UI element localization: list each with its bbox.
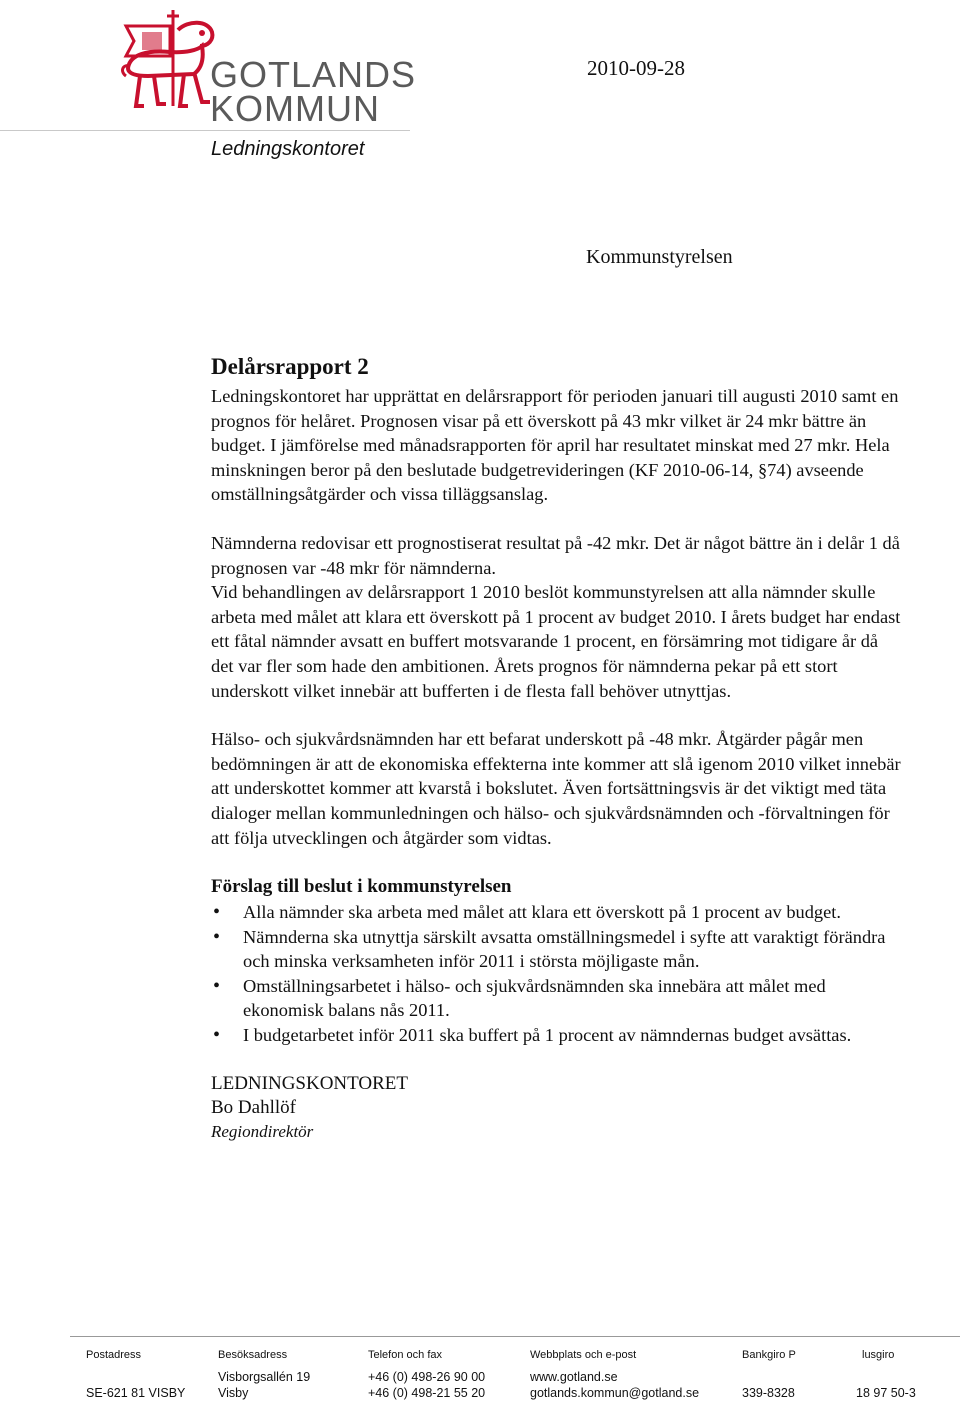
list-item: • I budgetarbetet inför 2011 ska buffert på 1 procent av nämndernas budget avsättas. xyxy=(211,1023,901,1048)
footer-header-bankgiro: Bankgiro P xyxy=(742,1349,796,1361)
footer-postgiro: 18 97 50-3 xyxy=(856,1386,916,1400)
report-title: Delårsrapport 2 xyxy=(211,354,369,379)
proposal-list xyxy=(211,900,901,1048)
document-date: 2010-09-28 xyxy=(587,56,685,80)
footer-email[interactable]: gotlands.kommun@gotland.se xyxy=(530,1386,700,1400)
logo-text-line1: GOTLANDS xyxy=(210,54,417,95)
logo-text-line2: KOMMUN xyxy=(210,88,380,129)
signature-name: Bo Dahllöf xyxy=(211,1096,296,1118)
paragraph-buffer: Vid behandlingen av delårsrapport 1 2010 beslöt kommunstyrelsen att alla nämnder skulle arbeta med målet att klara ett överskott på 1 procent av budget 2010. I årets budget har endast ett fåtal nämnder avsatt en buffert motsvarande 1 procent, en försämring mot tidigare år då det var fler som hade den ambitionen. Årets prognos för nämnderna pekar på ett stort underskott vilket innebär att bufferten i de flesta fall behöver utnyttjas. xyxy=(211,582,901,701)
paragraph-summary: Ledningskontoret har upprättat en delårsrapport för perioden januari till augusti 2010 samt en prognos för helåret. Prognosen visar på ett överskott på 43 mkr vilket är 24 mkr bättre än budget. I jämförelse med månadsrapporten för april har resultatet minskat med 27 mkr. Hela minskningen beror på den beslutade budgetrevideringen (KF 2010-06-14, §74) avseende omställningsåtgärder och vissa tilläggsanslag. xyxy=(211,386,899,505)
proposal-heading: Förslag till beslut i kommunstyrelsen xyxy=(211,876,512,898)
footer-header-web: Webbplats och e-post xyxy=(530,1349,637,1361)
header-divider xyxy=(0,130,410,131)
footer-header-visit: Besöksadress xyxy=(218,1349,288,1361)
list-item: • Alla nämnder ska arbeta med målet att klara ett överskott på 1 procent av budget. xyxy=(211,900,901,925)
footer-phone: +46 (0) 498-26 90 00 xyxy=(368,1370,486,1384)
municipality-logo xyxy=(118,6,418,130)
signature-office: LEDNINGSKONTORET xyxy=(211,1072,409,1094)
department-name: Ledningskontoret xyxy=(211,138,365,160)
footer-visit-city: Visby xyxy=(218,1386,249,1400)
footer-bankgiro: 339-8328 xyxy=(742,1386,795,1400)
footer-postal-address: SE-621 81 VISBY xyxy=(86,1386,186,1400)
report-body xyxy=(211,352,901,1144)
signature-block xyxy=(211,1072,901,1144)
footer-divider xyxy=(70,1336,960,1337)
list-item: • Nämnderna ska utnyttja särskilt avsatta omställningsmedel i syfte att varaktigt förändra och minska verksamheten inför 2011 i största möjligaste mån. xyxy=(211,925,901,974)
footer-website[interactable]: www.gotland.se xyxy=(530,1370,618,1384)
footer-header-postal: Postadress xyxy=(86,1349,142,1361)
footer-fax: +46 (0) 498-21 55 20 xyxy=(368,1386,486,1400)
recipient: Kommunstyrelsen xyxy=(586,246,733,268)
paragraph-health: Hälso- och sjukvårdsnämnden har ett befarat underskott på -48 mkr. Åtgärder pågår men bedömningen är att de ekonomiska effekterna inte kommer att slå igenom 2010 vilket innebär att underskottet kommer att kvarstå i bokslutet. Även fortsättningsvis är det viktigt med täta dialoger mellan kommunledningen och hälso- och sjukvårdsnämnden och -förvaltningen för att följa utvecklingen och åtgärder som vidtas. xyxy=(211,729,901,848)
footer-header-postgiro: lusgiro xyxy=(862,1349,895,1361)
signature-title: Regiondirektör xyxy=(211,1121,314,1141)
footer-visit-street: Visborgsallén 19 xyxy=(218,1370,311,1384)
footer-header-phone: Telefon och fax xyxy=(368,1349,442,1361)
list-item: • Omställningsarbetet i hälso- och sjukvårdsnämnden ska innebära att målet med ekonomisk balans nås 2011. xyxy=(211,974,901,1023)
paragraph-committees: Nämnderna redovisar ett prognostiserat resultat på -42 mkr. Det är något bättre än i delår 1 då prognosen var -48 mkr för nämnderna. xyxy=(211,532,900,578)
